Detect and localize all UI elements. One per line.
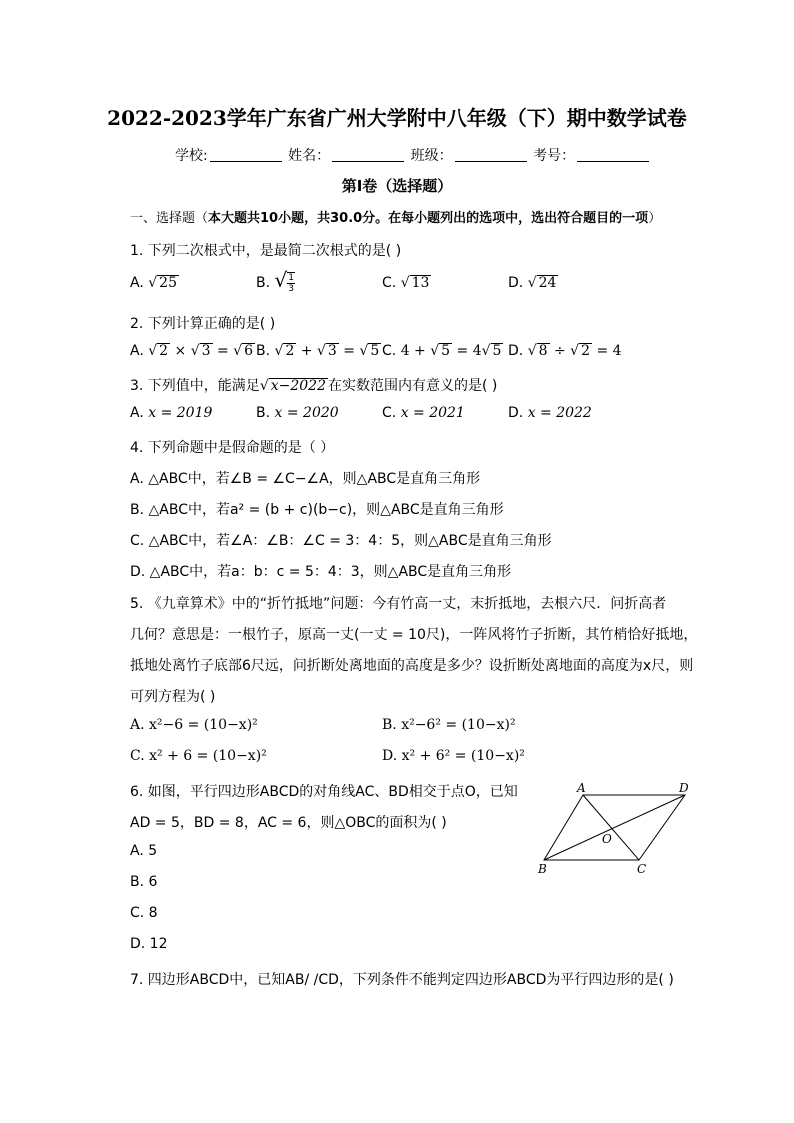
q1-stem: 1. 下列二次根式中，是最简二次根式的是( ) [130,243,402,259]
name-label: 姓名： [288,148,331,164]
q2-c-label: C. [382,343,397,359]
vertex-label-d: D [679,781,689,795]
q4-option-d[interactable]: D. △ABC中，若a：b：c = 5：4：3，则△ABC是直角三角形 [130,564,512,580]
q2-option-b[interactable]: B. √ 2 + √ 3 = √ 5 [256,343,380,359]
parallelogram-figure [530,778,700,878]
vertex-label-c: C [637,862,647,876]
section-intro-prefix: 一、选择题（ [130,211,209,226]
q3-a-label: A. [130,405,144,421]
q1-option-d[interactable]: D. √ 24 [508,275,557,291]
q5-option-d[interactable]: D. x² + 6² = (10−x)² [382,748,525,764]
q7-stem: 7. 四边形ABCD中，已知AB/ /CD，下列条件不能判定四边形ABCD为平行四边形的是( ) [130,972,674,988]
q3-stem-pre: 3. 下列值中，能满足 [130,378,260,394]
q5-line-2: 几何？意思是：一根竹子，原高一丈(一丈 = 10尺)，一阵风将竹子折断，其竹梢恰好抵地， [130,627,698,643]
diagonal-bd [544,795,685,860]
q4-stem: 4. 下列命题中是假命题的是（ ） [130,440,335,456]
q3-c-value: x = 2021 [400,405,465,421]
q3-d-label: D. [508,405,524,421]
q4-option-b[interactable]: B. △ABC中，若a² = (b + c)(b−c)，则△ABC是直角三角形 [130,502,504,518]
q3-d-value: x = 2022 [527,405,592,421]
q3-stem: 3. 下列值中，能满足√ x−2022 在实数范围内有意义的是( ) [130,378,498,394]
q5-option-b[interactable]: B. x²−6² = (10−x)² [382,717,516,733]
q6-option-c[interactable]: C. 8 [130,905,158,921]
section-intro-suffix: ） [648,211,662,226]
q3-option-d[interactable] [508,405,592,421]
q6-option-d[interactable]: D. 12 [130,936,168,952]
volume-title: 第I卷（选择题） [341,177,453,195]
q5-line-1: 5. 《九章算术》中的“折竹抵地”问题：今有竹高一丈，末折抵地，去根六尺．问折高者 [130,596,667,612]
q3-b-value: x = 2020 [274,405,339,421]
exam-title: 2022-2023学年广东省广州大学附中八年级（下）期中数学试卷 [107,106,687,130]
q5-option-c[interactable]: C. x² + 6 = (10−x)² [130,748,267,764]
diagonal-ac [583,795,639,860]
center-label-o: O [602,832,612,846]
vertex-label-b: B [538,862,547,876]
vertex-label-a: A [577,781,586,795]
q6-option-a[interactable]: A. 5 [130,843,158,859]
school-label: 学校: [175,148,208,164]
q1-a-radicand: 25 [159,275,177,291]
q1-option-a[interactable]: A. √ 25 [130,275,177,291]
q5-line-3: 抵地处离竹子底部6尺远，问折断处离地面的高度是多少？设折断处离地面的高度为x尺，则 [130,658,694,674]
q1-b-denominator: 3 [288,284,294,294]
exam-number-blank[interactable] [577,147,649,162]
q4-option-c[interactable]: C. △ABC中，若∠A：∠B：∠C = 3：4：5，则△ABC是直角三角形 [130,533,552,549]
q1-a-label: A. [130,275,144,291]
name-blank[interactable] [332,147,404,162]
q3-a-value: x = 2019 [148,405,213,421]
class-blank[interactable] [455,147,527,162]
q2-option-c[interactable]: C. 4 + √ 5 = 4√ 5 [382,343,502,359]
section-intro-bold: 本大题共10小题，共30.0分。在每小题列出的选项中，选出符合题目的一项 [208,211,649,226]
q5-line-4: 可列方程为( ) [130,689,216,705]
q3-option-c[interactable] [382,405,465,421]
q2-stem: 2. 下列计算正确的是( ) [130,316,276,332]
q1-b-label: B. [256,275,271,291]
q1-option-c[interactable]: C. √ 13 [382,275,430,291]
q6-option-b[interactable]: B. 6 [130,874,158,890]
q6-line-2: AD = 5，BD = 8，AC = 6，则△OBC的面积为( ) [130,815,447,831]
q1-d-radicand: 24 [538,275,557,291]
q3-c-label: C. [382,405,397,421]
q2-option-a[interactable]: A. √ 2 × √ 3 = √ 6 [130,343,254,359]
q2-option-d[interactable]: D. √ 8 ÷ √ 2 = 4 [508,343,622,359]
q3-radicand: x−2022 [270,378,326,394]
q6-line-1: 6. 如图，平行四边形ABCD的对角线AC、BD相交于点O，已知 [130,784,518,800]
q1-c-label: C. [382,275,397,291]
school-blank[interactable] [210,147,282,162]
q1-option-b[interactable]: B. √ $\frac{1}{3}$ [256,268,294,294]
q1-d-label: D. [508,275,524,291]
section-intro [130,207,661,226]
q1-b-numerator: 1 [288,273,294,283]
q1-c-radicand: 13 [411,275,430,291]
student-info-line [175,145,651,165]
q4-option-a[interactable]: A. △ABC中，若∠B = ∠C−∠A，则△ABC是直角三角形 [130,471,481,487]
exam-number-label: 考号： [533,148,576,164]
q3-option-a[interactable] [130,405,212,421]
q3-b-label: B. [256,405,271,421]
q3-stem-post: 在实数范围内有意义的是( ) [328,378,498,394]
class-label: 班级： [410,148,453,164]
q2-b-label: B. [256,343,271,359]
q5-option-a[interactable]: A. x²−6 = (10−x)² [130,717,258,733]
q3-option-b[interactable] [256,405,339,421]
q2-d-label: D. [508,343,524,359]
q2-a-label: A. [130,343,144,359]
